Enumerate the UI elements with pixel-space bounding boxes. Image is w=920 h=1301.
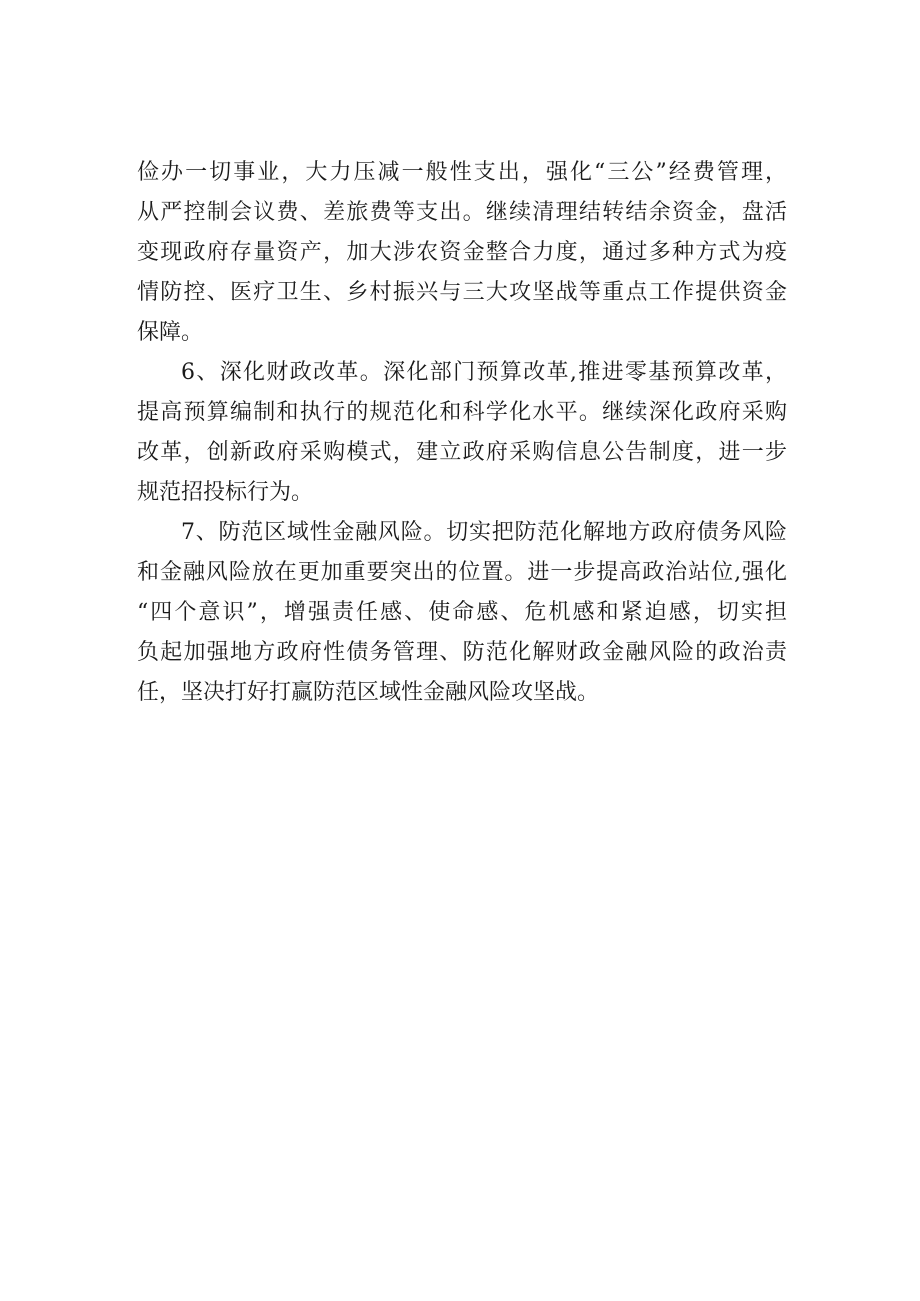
paragraph-line: 和金融风险放在更加重要突出的位置。进一步提高政治站位,强化 (137, 560, 787, 585)
document-body (137, 154, 787, 714)
paragraph-line: 任，坚决打好打赢防范区域性金融风险攻坚战。 (137, 680, 600, 705)
paragraph-line: 俭办一切事业，大力压减一般性支出，强化“三公”经费管理， (137, 160, 787, 185)
paragraph-line: 变现政府存量资产，加大涉农资金整合力度，通过多种方式为疫 (137, 240, 787, 265)
paragraph-item-7 (137, 514, 787, 712)
paragraph-line: 提高预算编制和执行的规范化和科学化水平。继续深化政府采购 (137, 400, 787, 425)
paragraph-line: 保障。 (137, 320, 204, 345)
paragraph-line: 改革，创新政府采购模式，建立政府采购信息公告制度，进一步 (137, 440, 787, 465)
paragraph-line: 情防控、医疗卫生、乡村振兴与三大攻坚战等重点工作提供资金 (137, 280, 787, 305)
paragraph-line: “四个意识”，增强责任感、使命感、危机感和紧迫感，切实担 (137, 600, 787, 625)
paragraph-line: 规范招投标行为。 (137, 480, 314, 505)
paragraph-line: 从严控制会议费、差旅费等支出。继续清理结转结余资金，盘活 (137, 200, 787, 225)
paragraph-line: 负起加强地方政府性债务管理、防范化解财政金融风险的政治责 (137, 640, 787, 665)
paragraph-item-6 (137, 354, 787, 512)
paragraph-line: 6、深化财政改革。深化部门预算改革,推进零基预算改革， (181, 360, 787, 385)
paragraph-line: 7、防范区域性金融风险。切实把防范化解地方政府债务风险 (181, 520, 787, 545)
paragraph-continuation (137, 154, 787, 352)
